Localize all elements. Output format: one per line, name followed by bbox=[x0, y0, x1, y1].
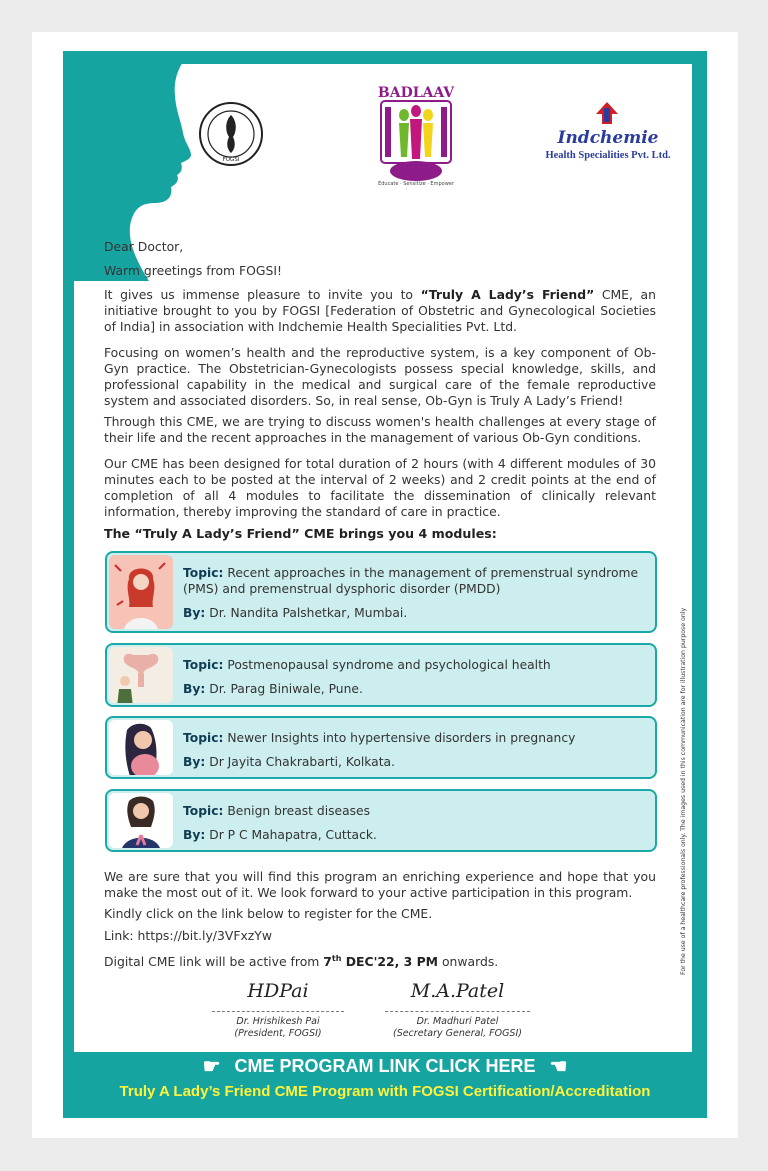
greeting: Warm greetings from FOGSI! bbox=[104, 263, 283, 278]
pointing-hand-right-icon: ☛ bbox=[202, 1056, 221, 1078]
svg-text:FOGSI: FOGSI bbox=[222, 157, 240, 163]
by-label: By: bbox=[183, 828, 206, 842]
active-date-day: 7 bbox=[323, 954, 332, 970]
modules-heading: The “Truly A Lady’s Friend” CME brings you 4 modules: bbox=[104, 526, 497, 541]
registration-link[interactable]: https://bit.ly/3VFxzYw bbox=[137, 928, 272, 943]
intro-text-rest: CME, an initiative brought to you by FOGSI [Federation of Obstetric and Gynecological Societies of India] in association with Indchemie Health Specialities Pvt. Ltd. bbox=[104, 287, 657, 334]
indchemie-emblem-icon bbox=[592, 100, 622, 126]
topic-text: Postmenopausal syndrome and psychological health bbox=[227, 658, 551, 672]
certification-banner: Truly A Lady’s Friend CME Program with FOGSI Certification/Accreditation bbox=[119, 1083, 651, 1100]
speaker-name: Dr. Nandita Palshetkar, Mumbai. bbox=[209, 606, 408, 620]
indchemie-name: Indchemie bbox=[557, 128, 659, 148]
by-label: By: bbox=[183, 755, 206, 769]
speaker-name: Dr P C Mahapatra, Cuttack. bbox=[209, 828, 377, 842]
module-4-speaker bbox=[183, 827, 641, 843]
pointing-hand-left-icon: ☚ bbox=[549, 1056, 568, 1078]
active-date-postfix: onwards. bbox=[438, 954, 499, 970]
disclaimer-sidenote: For the use of a healthcare professionals only. The images used in this communication are for illustration purpose only bbox=[680, 607, 687, 975]
module-card-1 bbox=[105, 551, 657, 633]
badlaav-logo bbox=[373, 79, 459, 189]
design-paragraph: Our CME has been designed for total duration of 2 hours (with 4 different modules of 30 minutes each to be posted at the interval of 2 weeks) and 2 credit points at the end of completion of all 4 modules to facilitate the dissemination of clinically relevant information, thereby improving the standard of care in practice. bbox=[104, 456, 656, 519]
signature-script: M.A.Patel bbox=[410, 980, 505, 1002]
topic-label: Topic: bbox=[183, 804, 224, 818]
module-1-text bbox=[183, 565, 641, 621]
module-4-text bbox=[183, 803, 641, 843]
by-label: By: bbox=[183, 606, 206, 620]
topic-text: Recent approaches in the management of premenstrual syndrome (PMS) and premenstrual dysphoric disorder (PMDD) bbox=[183, 566, 639, 596]
signature-line bbox=[212, 1011, 344, 1012]
module-1-speaker bbox=[183, 605, 641, 621]
intro-paragraph bbox=[104, 287, 656, 335]
module-3-text bbox=[183, 730, 641, 770]
pregnant-woman-icon bbox=[109, 720, 173, 775]
topic-label: Topic: bbox=[183, 658, 224, 672]
speaker-name: Dr. Parag Biniwale, Pune. bbox=[209, 682, 363, 696]
topic-label: Topic: bbox=[183, 731, 224, 745]
signatory-name: Dr. Madhuri Patel bbox=[416, 1016, 499, 1027]
speaker-name: Dr Jayita Chakrabarti, Kolkata. bbox=[209, 755, 395, 769]
module-3-topic bbox=[183, 730, 641, 746]
signature-president bbox=[212, 980, 344, 1040]
module-1-topic bbox=[183, 565, 641, 597]
stressed-woman-icon bbox=[109, 555, 173, 629]
link-label: Link: bbox=[104, 928, 138, 943]
topic-text: Benign breast diseases bbox=[227, 804, 371, 818]
signature-secretary bbox=[385, 980, 530, 1040]
svg-text:BADLAAV: BADLAAV bbox=[377, 85, 455, 101]
module-2-topic bbox=[183, 657, 641, 673]
module-4-topic bbox=[183, 803, 641, 819]
register-instruction: Kindly click on the link below to register for the CME. bbox=[104, 906, 433, 921]
cme-title: “Truly A Lady’s Friend” bbox=[420, 287, 595, 302]
module-card-3 bbox=[105, 716, 657, 779]
link-line bbox=[104, 928, 656, 944]
module-2-illustration bbox=[109, 647, 173, 703]
active-date-value: DEC'22, 3 PM bbox=[341, 954, 439, 970]
active-date-line bbox=[104, 951, 656, 970]
cta-label: CME PROGRAM LINK CLICK HERE bbox=[234, 1056, 536, 1076]
woman-ribbon-icon bbox=[109, 793, 173, 848]
signature-script: HDPai bbox=[247, 980, 309, 1002]
signatory-name: Dr. Hrishikesh Pai bbox=[236, 1016, 320, 1027]
active-date-suffix: th bbox=[331, 954, 342, 963]
closing-paragraph: We are sure that you will find this program an enriching experience and hope that you make the most out of it. We look forward to your active participation in this program. bbox=[104, 869, 656, 900]
indchemie-logo bbox=[538, 100, 678, 172]
intro-text: It gives us immense pleasure to invite you to bbox=[104, 287, 421, 302]
signature-line bbox=[385, 1011, 530, 1012]
fogsi-logo bbox=[198, 101, 264, 167]
topic-label: Topic: bbox=[183, 566, 224, 580]
signatory-role: (President, FOGSI) bbox=[234, 1028, 322, 1039]
module-3-illustration bbox=[109, 720, 173, 775]
module-1-illustration bbox=[109, 555, 173, 629]
salutation: Dear Doctor, bbox=[104, 239, 184, 254]
module-2-speaker bbox=[183, 681, 641, 697]
module-4-illustration bbox=[109, 793, 173, 848]
module-card-4 bbox=[105, 789, 657, 852]
challenges-paragraph: Through this CME, we are trying to discuss women's health challenges at every stage of their life and the recent approaches in the management of various Ob-Gyn conditions. bbox=[104, 414, 656, 445]
module-card-2 bbox=[105, 643, 657, 707]
indchemie-subtitle: Health Specialities Pvt. Ltd. bbox=[545, 150, 671, 161]
by-label: By: bbox=[183, 682, 206, 696]
focus-paragraph: Focusing on women’s health and the reproductive system, is a key component of Ob-Gyn practice. The Obstetrician-Gynecologists possess special knowledge, skills, and professional capability in the medical and surgical care of the female reproductive system and associated disorders. So, in real sense, Ob-Gyn is Truly A Lady’s Friend! bbox=[104, 345, 656, 408]
module-3-speaker bbox=[183, 754, 641, 770]
topic-text: Newer Insights into hypertensive disorders in pregnancy bbox=[227, 731, 576, 745]
cme-link-button[interactable] bbox=[63, 1054, 707, 1079]
signatory-role: (Secretary General, FOGSI) bbox=[393, 1028, 522, 1039]
uterus-doctor-icon bbox=[109, 647, 173, 703]
svg-text:Educate · Sensitize · Empower: Educate · Sensitize · Empower bbox=[378, 181, 454, 187]
module-2-text bbox=[183, 657, 641, 697]
active-date-prefix: Digital CME link will be active from bbox=[104, 954, 324, 970]
